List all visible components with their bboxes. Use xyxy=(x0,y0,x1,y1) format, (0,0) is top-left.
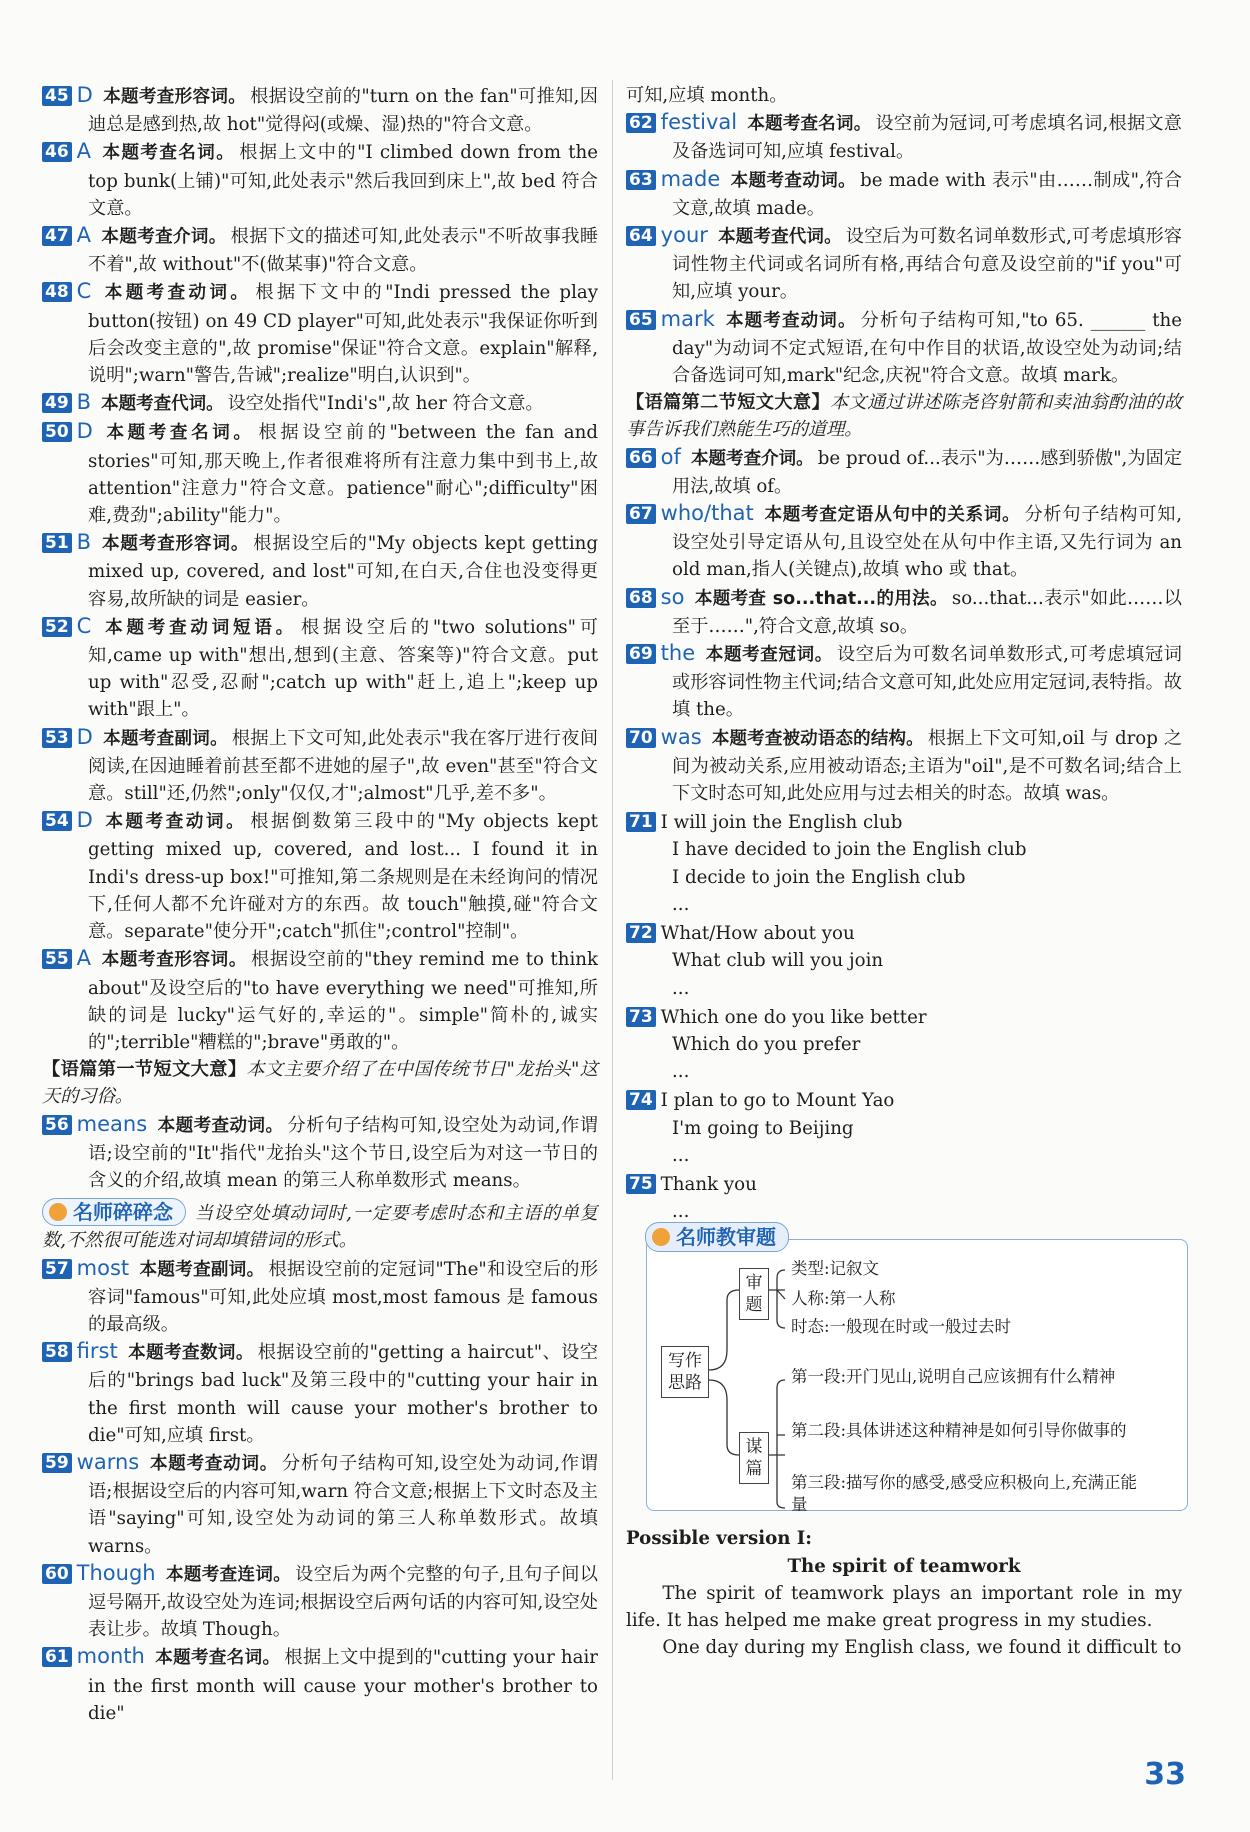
answer-text: A xyxy=(76,139,92,164)
answer-item xyxy=(42,222,598,278)
mind-map-item: 人称:第一人称 xyxy=(791,1289,896,1309)
answer-item xyxy=(42,1643,598,1727)
right-column xyxy=(626,82,1182,1661)
question-number: 66 xyxy=(626,448,656,468)
answer-line xyxy=(626,809,1182,836)
tip-label-text: 名师碎碎念 xyxy=(73,1200,173,1225)
question-number: 73 xyxy=(626,1007,656,1027)
connector-line xyxy=(769,1270,785,1328)
explanation-text: be made with 表示"由……制成",符合文意,故填 made。 xyxy=(672,169,1182,219)
answer-item xyxy=(626,500,1182,584)
explanation-text: 根据倒数第三段中的"My objects kept getting mixed up, covered, and lost... I found it in Indi's dress-up box!"可推知,第二条规则是在未经询问的情况下,任何人都不允许碰对方的东西。故 touch"触摸,碰"符合文意。separate"使分开";catch"抓住";control"控制"。 xyxy=(88,811,598,943)
explanation-text: 根据上文中提到的"cutting your hair in the first month will cause your mother's brother to die" xyxy=(88,1647,599,1724)
answer-item xyxy=(626,166,1182,222)
question-number: 54 xyxy=(42,811,72,831)
question-number: 50 xyxy=(42,422,72,442)
question-number: 47 xyxy=(42,226,72,246)
answer-text: was xyxy=(660,724,702,749)
answer-line xyxy=(626,1058,1182,1085)
answer-line-text: ... xyxy=(672,1201,690,1223)
question-number: 74 xyxy=(626,1090,656,1110)
possible-version-label: Possible version Ⅰ: xyxy=(626,1528,813,1550)
answer-item xyxy=(42,278,598,389)
explanation-text: 设空处指代"Indi's",故 her 符合文意。 xyxy=(227,393,544,415)
answer-line xyxy=(626,1087,1182,1114)
focus-label: 本题考查副词。 xyxy=(102,728,228,749)
answer-text: D xyxy=(76,83,93,107)
answer-text: mark xyxy=(660,306,715,331)
question-number: 57 xyxy=(42,1259,72,1279)
connector-line xyxy=(709,1290,739,1370)
answer-item xyxy=(42,138,598,222)
explanation-text: 分析句子结构可知,设空处为动词,作谓语;根据设空后的内容可知,warn 符合文意;根据上下文时态及主语"saying"可知,设空处为动词的第三人称单数形式。故填 warns。 xyxy=(88,1452,598,1557)
answer-line-text: ... xyxy=(672,893,690,915)
teacher-icon xyxy=(49,1203,67,1221)
explanation-text: 根据设空后的"My objects kept getting mixed up, covered, and lost"可知,在白天,合住也没变得更容易,故所缺的词是 easier。 xyxy=(88,533,598,610)
answer-text: of xyxy=(660,444,681,469)
answer-line-text: I have decided to join the English club xyxy=(672,839,1027,861)
answer-text: the xyxy=(660,641,696,666)
focus-label: 本题考查形容词。 xyxy=(101,950,247,971)
answer-item xyxy=(42,1560,598,1644)
mind-map-item: 第一段:开门见山,说明自己应该拥有什么精神 xyxy=(791,1367,1116,1387)
answer-line-text: I decide to join the English club xyxy=(672,866,966,888)
mind-map-item: 第三段:描写你的感受,感受应积极向上,充满正能量 xyxy=(791,1473,1138,1515)
answer-item xyxy=(42,807,598,945)
summary-heading: 【语篇第一节短文大意】 xyxy=(42,1059,247,1081)
answer-line-text: I'm going to Beijing xyxy=(672,1117,854,1139)
answer-line-text: ... xyxy=(672,977,690,999)
explanation-text: 根据下文的描述可知,此处表示"不听故事我睡不着",故 without"不(做某事)"符合文意。 xyxy=(88,226,599,276)
focus-label: 本题考查动词。 xyxy=(102,812,247,833)
focus-label: 本题考查名词。 xyxy=(154,1648,281,1669)
explanation-text: 根据设空前的"they remind me to think about"及设空后的"to have everything we need"可推知,所缺的词是 lucky"运气好的,幸运的"。simple"简朴的,诚实的";terrible"糟糕的";brave"勇敢的"。 xyxy=(88,949,598,1053)
page-number: 33 xyxy=(1144,1757,1186,1792)
question-number: 72 xyxy=(626,923,656,943)
essay-paragraph: The spirit of teamwork plays an important role in my life. It has helped me make great progress in my studies. xyxy=(626,1582,1182,1631)
focus-label: 本题考查名词。 xyxy=(747,114,872,135)
answer-item xyxy=(42,418,598,529)
question-number: 63 xyxy=(626,170,656,190)
answer-item xyxy=(626,584,1182,640)
mind-map-branch: 审题 xyxy=(739,1268,769,1320)
explanation-text: 分析句子结构可知,设空处引导定语从句,且设空处在从句中作主语,又先行词为 an old man,指人(关键点),故填 who 或 that。 xyxy=(672,504,1182,581)
mind-map-item: 类型:记叙文 xyxy=(791,1259,880,1279)
answer-text: C xyxy=(76,279,92,304)
question-number: 52 xyxy=(42,617,72,637)
question-number: 51 xyxy=(42,533,72,553)
writing-answer xyxy=(626,1171,1182,1225)
answer-text: A xyxy=(76,223,92,248)
answer-item xyxy=(626,724,1182,808)
answer-line xyxy=(626,947,1182,974)
essay-paragraph: One day during my English class, we found it difficult to xyxy=(662,1637,1182,1659)
answer-line xyxy=(626,1198,1182,1225)
explanation-text: 根据上下文可知,oil 与 drop 之间为被动关系,应用被动语态;主语为"oil",是不可数名词;结合上下文时态可知,此处应用与过去相关的时态。故填 was。 xyxy=(672,727,1183,805)
mind-map-root: 写作思路 xyxy=(661,1346,709,1398)
focus-label: 本题考查代词。 xyxy=(717,227,842,248)
explanation-text: 设空后为两个完整的句子,且句子间以逗号隔开,故设空处为连词;根据设空后两句话的内容可知,设空处表让步。故填 Though。 xyxy=(88,1563,598,1641)
passage-summary xyxy=(626,389,1182,443)
focus-label: 本题考查形容词。 xyxy=(101,534,250,555)
question-number: 58 xyxy=(42,1342,72,1362)
answer-item xyxy=(42,1338,598,1449)
explanation-text: 设空前为冠词,可考虑填名词,根据文意及备选词可知,应填 festival。 xyxy=(672,113,1182,163)
focus-label: 本题考查被动语态的结构。 xyxy=(711,728,924,749)
question-number: 55 xyxy=(42,949,72,969)
answer-text: D xyxy=(76,419,93,444)
answer-item xyxy=(42,724,598,808)
question-number: 70 xyxy=(626,728,656,748)
continued-text: 可知,应填 month。 xyxy=(626,85,788,106)
column-divider xyxy=(612,80,613,1780)
question-number: 48 xyxy=(42,282,72,302)
passage-summary xyxy=(42,1056,598,1110)
answer-text: means xyxy=(76,1111,148,1136)
answer-line-text: Which do you prefer xyxy=(672,1033,861,1055)
answer-text: made xyxy=(660,166,721,191)
explanation-text: 设空后为可数名词单数形式,可考虑填冠词或形容词性物主代词;结合文意可知,此处应用定冠词,表特指。故填 the。 xyxy=(672,644,1182,721)
answer-text: D xyxy=(76,724,93,749)
question-number: 68 xyxy=(626,588,656,608)
focus-label: 本题考查代词。 xyxy=(101,394,224,415)
answer-line xyxy=(626,1031,1182,1058)
focus-label: 本题考查连词。 xyxy=(165,1564,292,1585)
answer-text: A xyxy=(76,946,92,971)
focus-label: 本题考查介词。 xyxy=(101,227,227,248)
question-number: 46 xyxy=(42,142,72,162)
explanation-text: so...that...表示"如此……以至于……",符合文意,故填 so。 xyxy=(672,587,1182,637)
focus-label: 本题考查名词。 xyxy=(101,143,236,164)
answer-line-text: Which one do you like better xyxy=(660,1006,927,1028)
answer-text: your xyxy=(660,223,708,248)
answer-line xyxy=(626,1115,1182,1142)
question-number: 62 xyxy=(626,113,656,133)
connector-line xyxy=(769,1380,785,1508)
essay-title: The spirit of teamwork xyxy=(787,1555,1021,1577)
focus-label: 本题考查介词。 xyxy=(690,448,814,469)
answer-text: B xyxy=(76,390,92,415)
answer-text: month xyxy=(76,1644,145,1669)
answer-line-text: ... xyxy=(672,1061,690,1083)
question-number: 61 xyxy=(42,1647,72,1667)
question-number: 60 xyxy=(42,1564,72,1584)
question-number: 53 xyxy=(42,728,72,748)
focus-label: 本题考查副词。 xyxy=(139,1259,265,1280)
answer-text: so xyxy=(660,584,685,609)
writing-answer xyxy=(626,920,1182,1002)
summary-heading: 【语篇第二节短文大意】 xyxy=(626,392,830,414)
focus-label: 本题考查动词。 xyxy=(724,310,857,331)
explanation-text: 根据上下文可知,此处表示"我在客厅进行夜间阅读,在因迪睡着前甚至都不进她的屋子",故 even"甚至"符合文意。still"还,仍然";only"仅仅,才";almost"几乎,差不多"。 xyxy=(88,727,599,805)
answer-line xyxy=(626,975,1182,1002)
answer-line-text: Thank you xyxy=(660,1173,757,1195)
question-number: 67 xyxy=(626,504,656,524)
answer-line xyxy=(626,1171,1182,1198)
focus-label: 本题考查数词。 xyxy=(127,1343,254,1364)
mind-map xyxy=(646,1225,1188,1515)
tip-text: 当设空处填动词时,一定要考虑时态和主语的单复数,不然很可能选对词却填错词的形式。 xyxy=(42,1203,598,1252)
answer-line-text: ... xyxy=(672,1144,690,1166)
answer-line-text: What club will you join xyxy=(672,950,884,972)
answer-text: D xyxy=(76,808,93,833)
explanation-text: 分析句子结构可知,设空处为动词,作谓语;设空前的"It"指代"龙抬头"这个节日,设空后为对这一节日的含义的介绍,故填 mean 的第三人称单数形式 means。 xyxy=(88,1114,598,1191)
explanation-text: 根据设空前的"between the fan and stories"可知,那天晚上,作者很难将所有注意力集中到书上,故 attention"注意力"符合文意。patience"耐心";difficulty"困难,费劲";ability"能力"。 xyxy=(88,422,598,527)
writing-answer xyxy=(626,809,1182,918)
answer-line xyxy=(626,836,1182,863)
question-number: 45 xyxy=(42,86,72,106)
question-number: 75 xyxy=(626,1174,656,1194)
question-number: 69 xyxy=(626,644,656,664)
answer-text: first xyxy=(76,1339,118,1364)
focus-label: 本题考查形容词。 xyxy=(102,87,247,107)
focus-label: 本题考查动词。 xyxy=(149,1453,279,1474)
focus-label: 本题考查动词。 xyxy=(101,283,252,304)
mind-map-title-text: 名师教审题 xyxy=(676,1225,776,1250)
answer-item xyxy=(42,945,598,1056)
answer-text: who/that xyxy=(660,501,754,526)
explanation-text: 根据设空后的"two solutions"可知,came up with"想出,想到(主意、答案等)"符合文意。put up with"忍受,忍耐";catch up with"赶上,追上";keep up with"跟上"。 xyxy=(88,616,598,721)
writing-answer xyxy=(626,1004,1182,1086)
mind-map-branch: 谋篇 xyxy=(739,1432,769,1484)
focus-label: 本题考查名词。 xyxy=(102,423,255,444)
focus-label: 本题考查动词。 xyxy=(730,170,857,191)
explanation-text: 分析句子结构可知,"to 65. ______ the day"为动词不定式短语,在句中作目的状语,故设空处为动词;结合备选词可知,mark"纪念,庆祝"符合文意。故填 mark。 xyxy=(672,309,1182,387)
answer-item xyxy=(42,1449,598,1560)
focus-label: 本题考查动词短语。 xyxy=(101,617,297,638)
question-number: 59 xyxy=(42,1453,72,1473)
tip-label xyxy=(42,1198,186,1226)
answer-item xyxy=(626,444,1182,500)
answer-item xyxy=(42,1111,598,1195)
focus-label: 本题考查动词。 xyxy=(157,1115,284,1136)
explanation-text: 设空后为可数名词单数形式,可考虑填形容词性物主代词或名词所有格,再结合句意及设空前的"if you"可知,应填 your。 xyxy=(672,226,1182,303)
answer-item xyxy=(42,1255,598,1339)
question-number: 65 xyxy=(626,310,656,330)
answer-line xyxy=(626,1142,1182,1169)
answer-item xyxy=(626,109,1182,165)
focus-label: 本题考查定语从句中的关系词。 xyxy=(763,505,1021,526)
mind-map-item: 第二段:具体讲述这种精神是如何引导你做事的 xyxy=(791,1421,1127,1441)
answer-text: warns xyxy=(76,1449,140,1474)
answer-item xyxy=(626,306,1182,390)
question-number: 49 xyxy=(42,393,72,413)
question-number: 64 xyxy=(626,226,656,246)
left-column xyxy=(42,82,598,1727)
answer-text: Though xyxy=(76,1560,156,1585)
explanation-text: 根据下文中的"Indi pressed the play button(按钮) on 49 CD player"可知,此处表示"我保证你听到后会改变主意的",故 promise"保证"符合文意。explain"解释,说明";warn"警告,告诫";realize"明白,认识到"。 xyxy=(88,282,599,387)
summary-text: 本文主要介绍了在中国传统节日"龙抬头"这天的习俗。 xyxy=(42,1059,598,1108)
answer-line xyxy=(626,1004,1182,1031)
explanation-text: 根据设空前的"turn on the fan"可推知,因迪总是感到热,故 hot"觉得闷(或燥、湿)热的"符合文意。 xyxy=(88,86,598,136)
explanation-text: 根据上文中的"I climbed down from the top bunk(上铺)"可知,此处表示"然后我回到床上",故 bed 符合文意。 xyxy=(88,142,598,219)
answer-line-text: What/How about you xyxy=(660,923,855,945)
explanation-text: be proud of...表示"为……感到骄傲",为固定用法,故填 of。 xyxy=(672,447,1183,497)
focus-label: 本题考查冠词。 xyxy=(705,645,833,666)
summary-text: 本文通过讲述陈尧咨射箭和卖油翁酌油的故事告诉我们熟能生巧的道理。 xyxy=(626,392,1182,441)
question-number: 71 xyxy=(626,812,656,832)
answer-line xyxy=(626,864,1182,891)
answer-line-text: I plan to go to Mount Yao xyxy=(660,1090,895,1112)
answer-item xyxy=(42,389,598,418)
answer-item xyxy=(42,613,598,724)
answer-line-text: I will join the English club xyxy=(660,812,903,834)
writing-answer xyxy=(626,1087,1182,1169)
mind-map-item: 时态:一般现在时或一般过去时 xyxy=(791,1317,1012,1337)
answer-text: B xyxy=(76,530,92,555)
explanation-text: 根据设空前的"getting a haircut"、设空后的"brings bad luck"及第三段中的"cutting your hair in the first month will cause your mother's brother to die"可知,应填 first。 xyxy=(88,1342,599,1446)
answer-item xyxy=(42,82,598,138)
answer-item xyxy=(626,640,1182,724)
answer-line xyxy=(626,891,1182,918)
teacher-tip xyxy=(42,1198,598,1254)
answer-text: C xyxy=(76,613,92,638)
answer-text: most xyxy=(76,1255,130,1280)
answer-item xyxy=(42,529,598,613)
answer-text: festival xyxy=(660,110,738,135)
question-number: 56 xyxy=(42,1115,72,1135)
answer-item xyxy=(626,222,1182,306)
focus-label: 本题考查 so...that...的用法。 xyxy=(694,588,948,609)
answer-line xyxy=(626,920,1182,947)
connector-line xyxy=(709,1380,739,1455)
explanation-text: 根据设空前的定冠词"The"和设空后的形容词"famous"可知,此处应填 most,most famous 是 famous 的最高级。 xyxy=(88,1258,599,1335)
